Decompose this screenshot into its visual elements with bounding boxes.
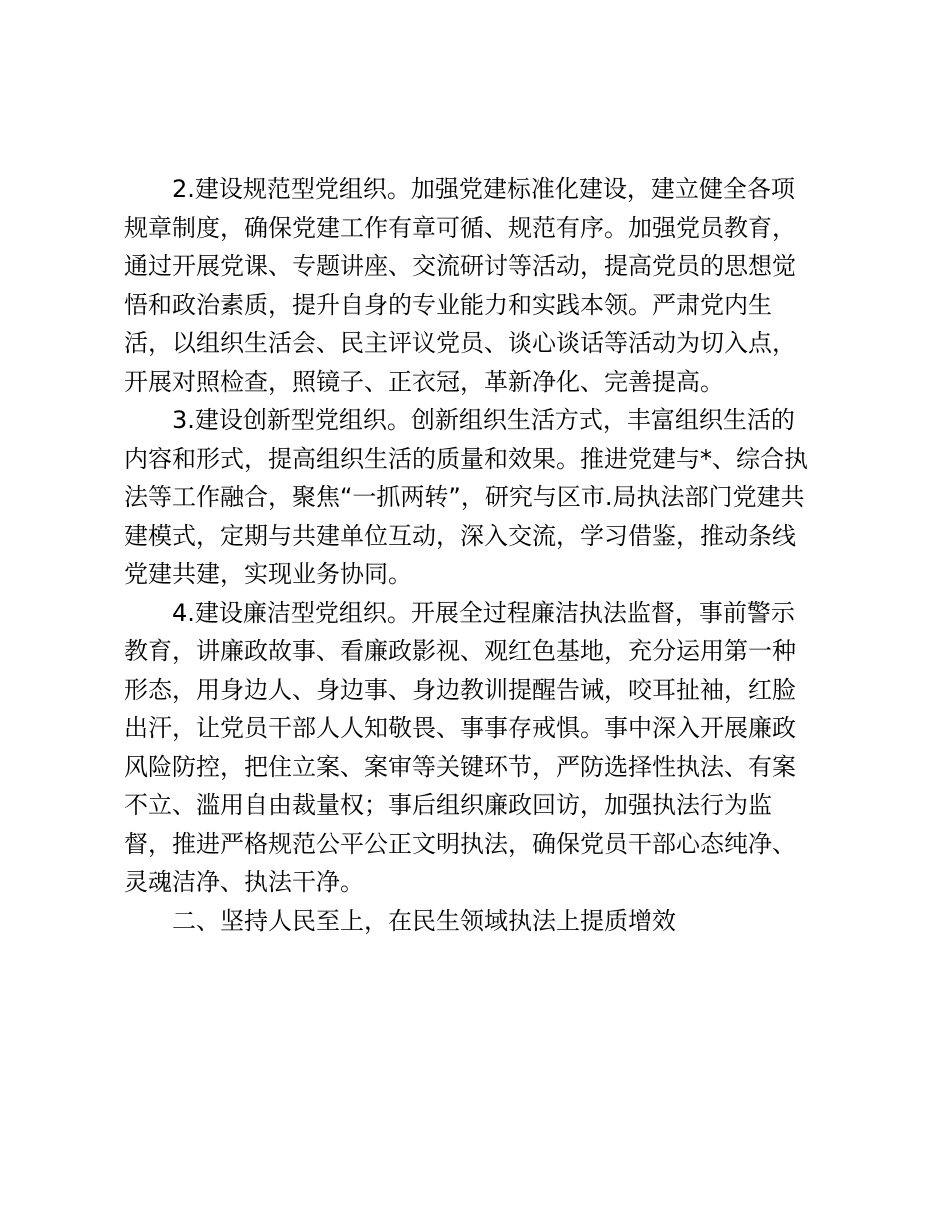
section-heading	[124, 902, 844, 941]
paragraph-3	[124, 401, 844, 594]
paragraph-line: 规章制度，确保党建工作有章可循、规范有序。加强党员教育，	[124, 213, 796, 242]
paragraph-line: 督，推进严格规范公平公正文明执法，确保党员干部心态纯净、	[124, 829, 796, 858]
paragraph-line: 通过开展党课、专题讲座、交流研讨等活动，提高党员的思想觉	[124, 252, 796, 280]
paragraph-line: 党建共建，实现业务协同。	[124, 560, 412, 588]
paragraph-line: 4.建设廉洁型党组织。开展全过程廉洁执法监督，事前警示	[172, 598, 795, 627]
section-heading-text: 二、坚持人民至上，在民生领域执法上提质增效	[172, 906, 676, 935]
paragraph-line: 形态，用身边人、身边事、身边教训提醒告诫，咬耳扯袖，红脸	[124, 675, 796, 704]
paragraph-line: 法等工作融合，聚焦“一抓两转”，研究与区市.局执法部门党建共	[124, 483, 805, 511]
paragraph-line: 内容和形式，提高组织生活的质量和效果。推进党建与*、综合执	[124, 444, 808, 473]
paragraph-line: 风险防控，把住立案、案审等关键环节，严防选择性执法、有案	[124, 752, 796, 781]
paragraph-line: 灵魂洁净、执法干净。	[124, 868, 364, 896]
document-body	[124, 170, 844, 940]
paragraph-line: 教育，讲廉政故事、看廉政影视、观红色基地，充分运用第一种	[124, 637, 796, 665]
paragraph-2	[124, 170, 844, 401]
paragraph-line: 不立、滥用自由裁量权；事后组织廉政回访，加强执法行为监	[124, 791, 772, 819]
paragraph-line: 建模式，定期与共建单位互动，深入交流，学习借鉴，推动条线	[124, 521, 796, 550]
paragraph-4	[124, 594, 844, 902]
paragraph-line: 活，以组织生活会、民主评议党员、谈心谈话等活动为切入点，	[124, 329, 796, 357]
paragraph-line: 2.建设规范型党组织。加强党建标准化建设，建立健全各项	[172, 175, 795, 203]
paragraph-line: 出汗，让党员干部人人知敬畏、事事存戒惧。事中深入开展廉政	[124, 714, 796, 742]
paragraph-line: 3.建设创新型党组织。创新组织生活方式，丰富组织生活的	[172, 406, 795, 434]
paragraph-line: 开展对照检查，照镜子、正衣冠，革新净化、完善提高。	[124, 367, 724, 396]
paragraph-line: 悟和政治素质，提升自身的专业能力和实践本领。严肃党内生	[124, 290, 772, 319]
